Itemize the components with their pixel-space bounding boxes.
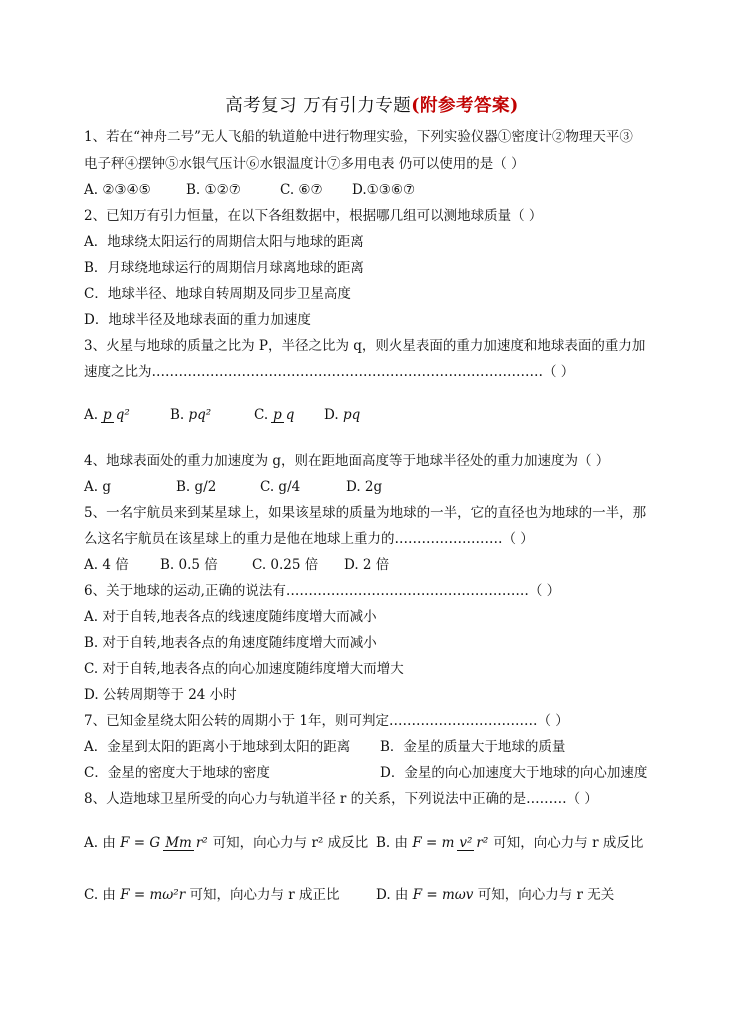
question-7-options-row-1 [84, 738, 565, 756]
q8-option-c: C. 由 F = mω²r 可知，向心力与 r 成正比 [84, 887, 340, 903]
q1-option-a: A. ②③④⑤ [84, 182, 151, 198]
q7-option-b: B．金星的质量大于地球的质量 [380, 739, 566, 755]
q5-option-a: A. 4 倍 [84, 557, 129, 573]
q4-option-c: C. g/4 [260, 479, 301, 495]
q2-option-d: D．地球半径及地球表面的重力加速度 [84, 312, 311, 328]
question-2-stem: 2、已知万有引力恒量，在以下各组数据中，根据哪几组可以测地球质量（ ） [84, 208, 543, 224]
q2-option-a: A．地球绕太阳运行的周期信太阳与地球的距离 [84, 234, 364, 250]
q2-option-b: B．月球绕地球运行的周期信月球离地球的距离 [84, 260, 364, 276]
title-main: 高考复习 万有引力专题 [225, 96, 412, 116]
q8-option-a: A. 由 F = G Mm r² 可知，向心力与 r² 成反比 [84, 835, 369, 851]
q6-option-b: B. 对于自转,地表各点的角速度随纬度增大而减小 [84, 635, 377, 651]
question-3-stem-line-2: 速度之比为……………………………………………………………………………（ ） [84, 364, 575, 380]
question-1-stem-line-2: 电子秤④摆钟⑤水银气压计⑥水银温度计⑦多用电表 仍可以使用的是（ ） [84, 156, 525, 172]
question-5-stem-line-1: 5、一名宇航员来到某星球上，如果该星球的质量为地球的一半，它的直径也为地球的一半，那 [84, 505, 647, 521]
question-8-options-row-1 [84, 826, 643, 860]
q5-option-c: C. 0.25 倍 [252, 557, 319, 573]
q8-option-b: B. 由 F = m v² r² 可知，向心力与 r 成反比 [376, 835, 644, 851]
q4-option-b: B. g/2 [176, 479, 217, 495]
q8-option-d: D. 由 F = mωv 可知，向心力与 r 无关 [376, 887, 615, 903]
question-8-stem: 8、人造地球卫星所受的向心力与轨道半径 r 的关系，下列说法中正确的是………（ ） [84, 791, 598, 807]
q3-option-c: C. p q [254, 407, 295, 423]
q5-option-b: B. 0.5 倍 [160, 557, 218, 573]
question-3-stem-line-1: 3、火星与地球的质量之比为 P，半径之比为 q，则火星表面的重力加速度和地球表面的重力加 [84, 338, 646, 354]
question-3-options [84, 398, 360, 432]
q1-option-d: D.①③⑥⑦ [352, 182, 416, 198]
q5-option-d: D. 2 倍 [344, 557, 390, 573]
q4-option-a: A. g [84, 479, 111, 495]
question-1-options [84, 181, 415, 199]
question-5-options [84, 556, 389, 574]
q4-option-d: D. 2g [346, 479, 383, 495]
title-answer-note: (附参考答案) [411, 96, 519, 116]
q6-option-a: A. 对于自转,地表各点的线速度随纬度增大而减小 [84, 609, 377, 625]
q1-option-b: B. ①②⑦ [186, 182, 241, 198]
q3-option-b: B. pq² [170, 407, 212, 423]
q7-option-c: C．金星的密度大于地球的密度 [84, 765, 270, 781]
question-7-options-row-2 [84, 764, 647, 782]
q7-option-a: A．金星到太阳的距离小于地球到太阳的距离 [84, 739, 351, 755]
page-title [0, 92, 744, 117]
q6-option-d: D. 公转周期等于 24 小时 [84, 687, 237, 703]
question-6-stem: 6、关于地球的运动,正确的说法有………………………………………………（ ） [84, 583, 561, 599]
question-8-options-row-2 [84, 886, 614, 904]
question-4-options [84, 478, 382, 496]
q2-option-c: C．地球半径、地球自转周期及同步卫星高度 [84, 286, 351, 302]
q6-option-c: C. 对于自转,地表各点的向心加速度随纬度增大而增大 [84, 661, 404, 677]
question-5-stem-line-2: 么这名宇航员在该星球上的重力是他在地球上重力的……………………（ ） [84, 531, 534, 547]
q1-option-c: C. ⑥⑦ [280, 182, 323, 198]
q3-option-d: D. pq [324, 407, 361, 423]
q7-option-d: D．金星的向心加速度大于地球的向心加速度 [380, 765, 648, 781]
question-4-stem: 4、地球表面处的重力加速度为 g，则在距地面高度等于地球半径处的重力加速度为（ ） [84, 453, 610, 469]
q3-option-a: A. p q² [84, 407, 130, 423]
question-7-stem: 7、已知金星绕太阳公转的周期小于 1年，则可判定……………………………（ ） [84, 713, 569, 729]
question-1-stem-line-1: 1、若在“神舟二号”无人飞船的轨道舱中进行物理实验，下列实验仪器①密度计②物理天平③ [84, 129, 633, 145]
